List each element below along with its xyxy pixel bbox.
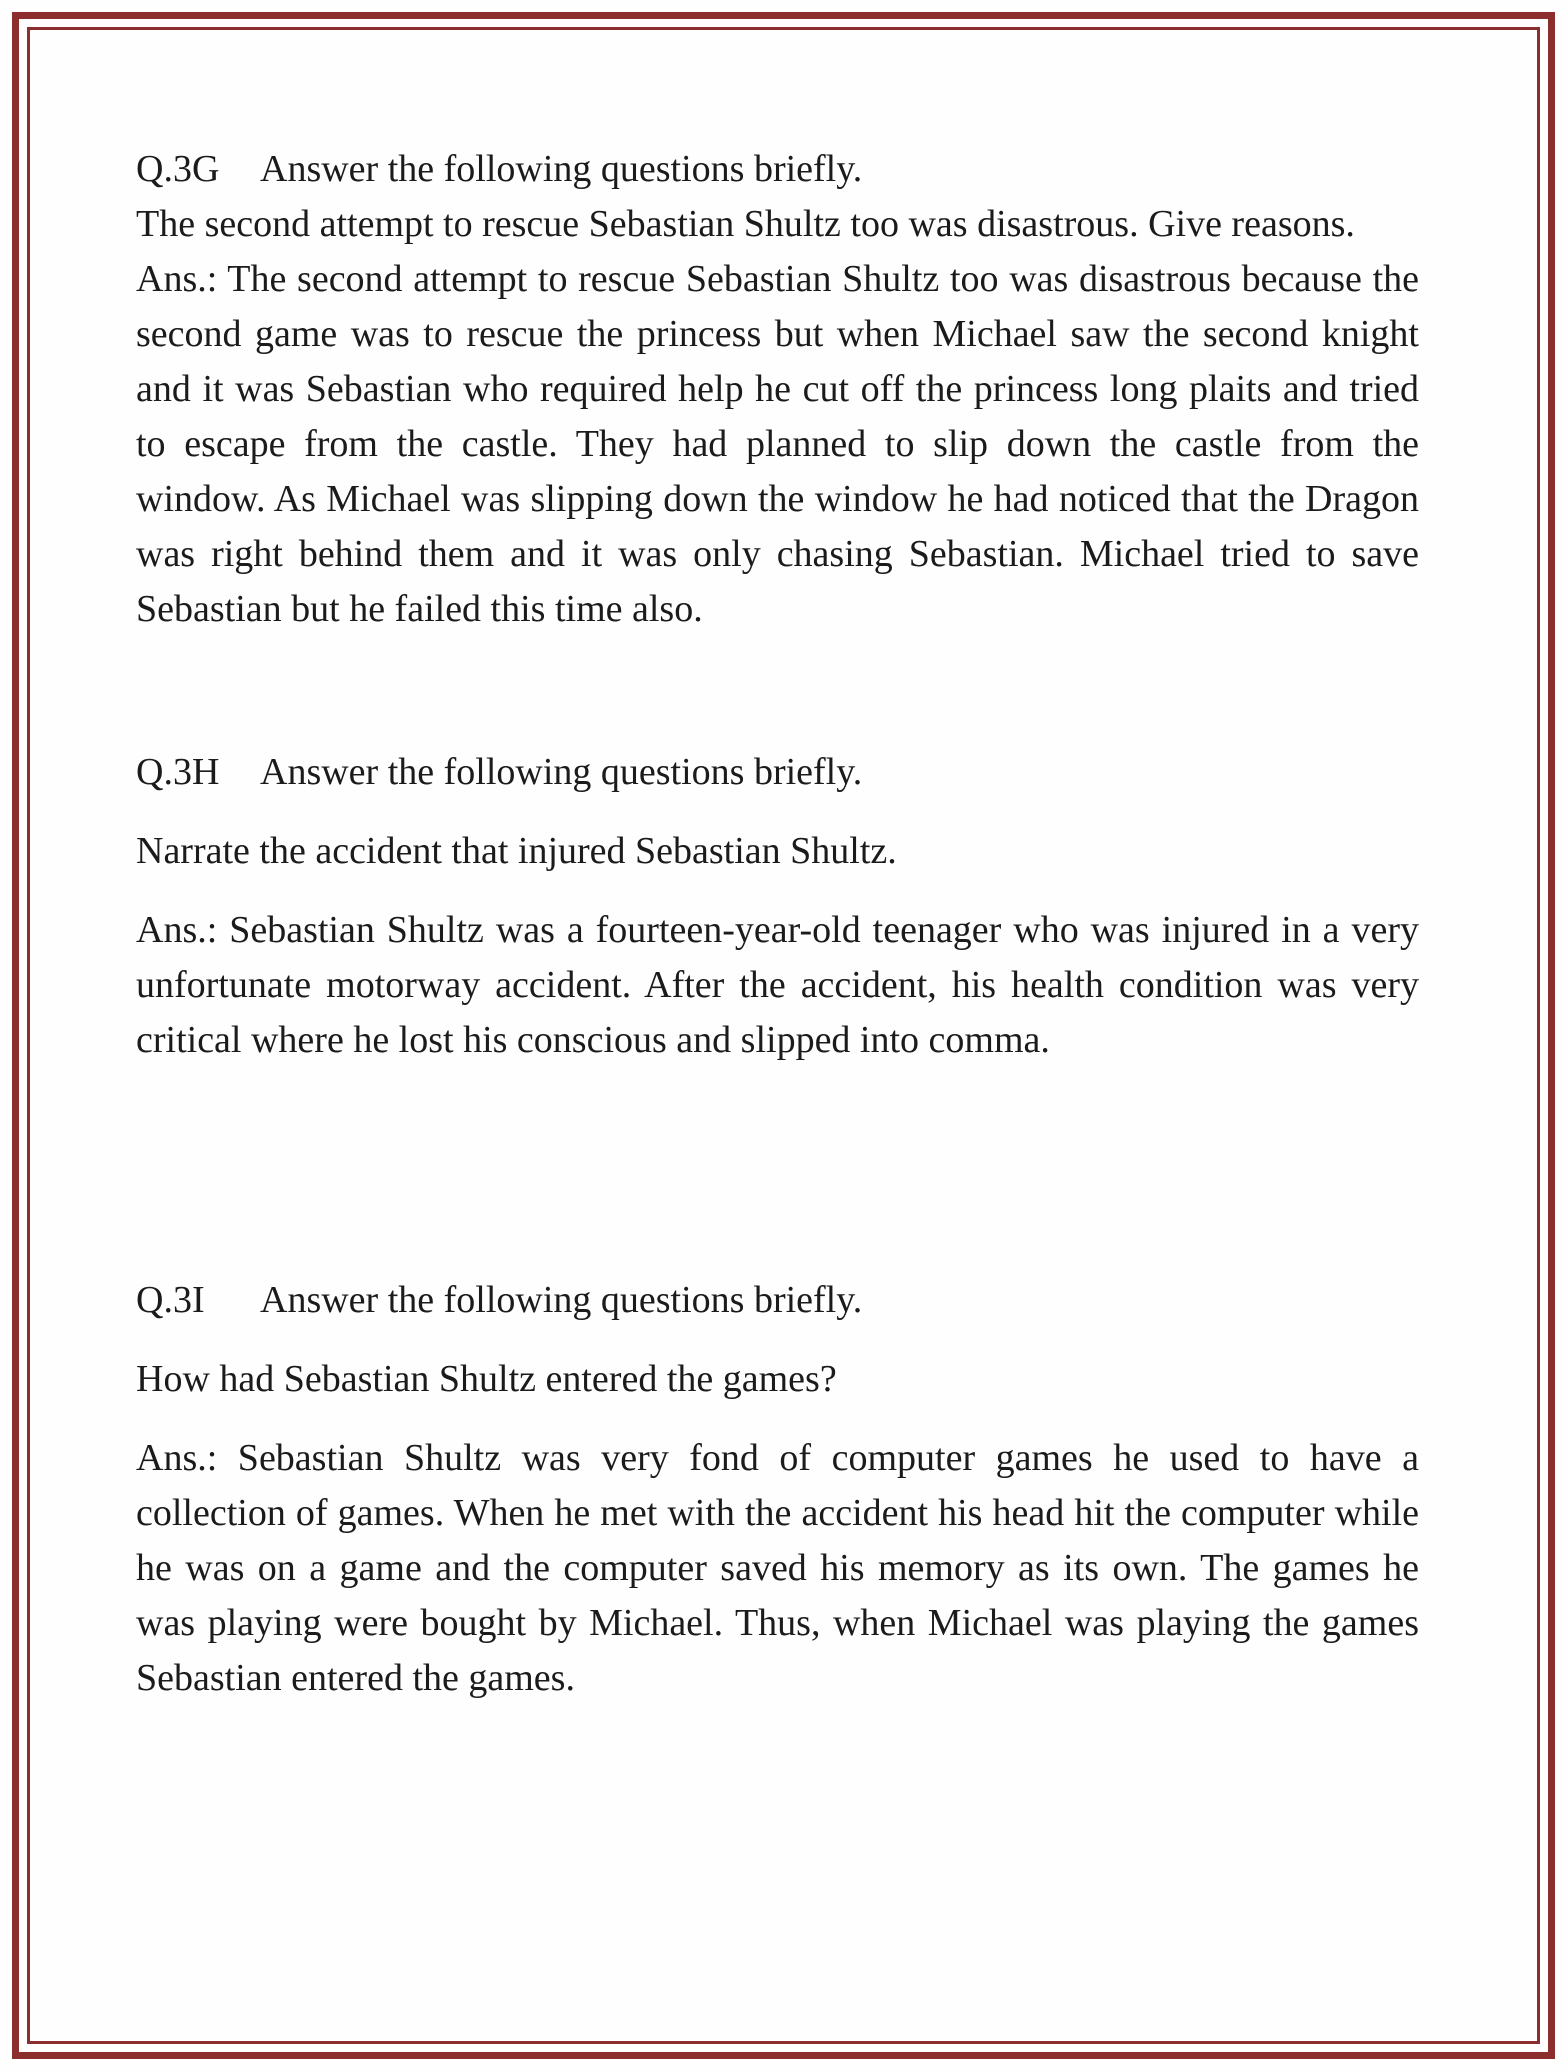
question-heading	[136, 142, 1419, 197]
document-content	[30, 30, 1537, 2041]
question-prompt: Answer the following questions briefly.	[260, 1279, 863, 1321]
question-prompt: Answer the following questions briefly.	[260, 751, 863, 793]
question-text: The second attempt to rescue Sebastian Shultz too was disastrous. Give reasons.	[136, 203, 1355, 245]
answer-text: Ans.: Sebastian Shultz was a fourteen-year-old teenager who was injured in a very unfortunate motorway accident. After the accident, his health condition was very critical where he lost his conscious and slipped into comma.	[136, 909, 1419, 1061]
question-prompt: Answer the following questions briefly.	[260, 148, 863, 190]
qa-section-q3g	[136, 142, 1419, 637]
question-label: Q.3I	[136, 1279, 205, 1321]
qa-section-q3i	[136, 1273, 1419, 1706]
question-label: Q.3G	[136, 148, 220, 190]
question-text: Narrate the accident that injured Sebastian Shultz.	[136, 830, 897, 872]
answer-text: Ans.: The second attempt to rescue Sebastian Shultz too was disastrous because the second game was to rescue the princess but when Michael saw the second knight and it was Sebastian who required help he cut off the princess long plaits and tried to escape from the castle. They had planned to slip down the castle from the window. As Michael was slipping down the window he had noticed that the Dragon was right behind them and it was only chasing Sebastian. Michael tried to save Sebastian but he failed this time also.	[136, 258, 1419, 630]
question-text: How had Sebastian Shultz entered the games?	[136, 1358, 837, 1400]
qa-section-q3h	[136, 745, 1419, 1068]
question-heading	[136, 745, 1419, 800]
answer-text: Ans.: Sebastian Shultz was very fond of computer games he used to have a collection of games. When he met with the accident his head hit the computer while he was on a game and the computer saved his memory as its own. The games he was playing were bought by Michael. Thus, when Michael was playing the games Sebastian entered the games.	[136, 1437, 1419, 1699]
question-heading	[136, 1273, 1419, 1328]
question-label: Q.3H	[136, 751, 220, 793]
